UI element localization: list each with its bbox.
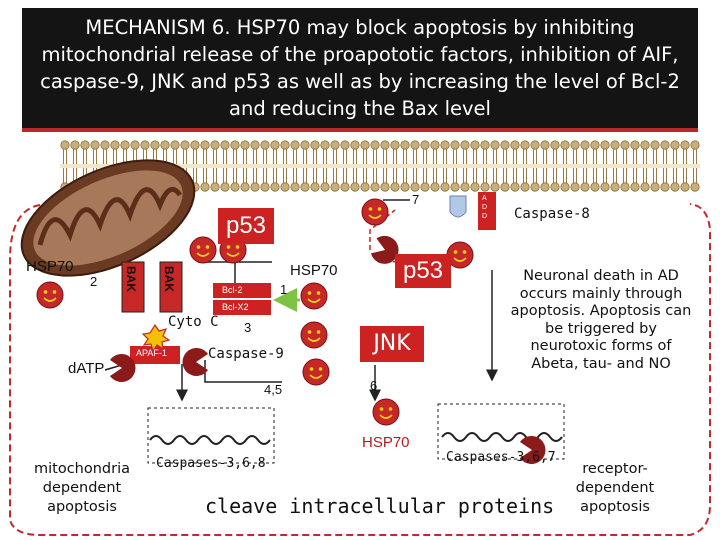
p53-box-right: p53	[395, 254, 451, 288]
caspase8-label: Caspase-8	[514, 206, 590, 222]
adapter-label: A D D	[482, 195, 488, 220]
caspases-left-label: Caspases-3,6,8	[156, 456, 266, 471]
hsp70-label-left: HSP70	[26, 258, 74, 275]
hsp70-label-mid: HSP70	[290, 262, 338, 279]
mitochondria-apoptosis-label: mitochondria dependent apoptosis	[33, 461, 130, 515]
bak-channel-1: BAK	[124, 266, 138, 292]
bak-channel-2: BAK	[162, 266, 176, 292]
slide-title: MECHANISM 6. HSP70 may block apoptosis by inhibiting mitochondrial release of the proapototic factors, inhibition of AIF, caspase-9, JNK and p53 as well as by increasing the level of Bcl-2 and reducing the Bax level	[40, 16, 680, 120]
step-7-label: 7	[412, 192, 420, 207]
datp-label: dATP	[68, 360, 105, 377]
cleave-proteins-label: cleave intracellular proteins	[205, 494, 555, 518]
step-3-label: 3	[244, 320, 252, 335]
step-45-label: 4,5	[264, 382, 283, 397]
caspases-right-label: Caspases-3,6,7	[446, 450, 556, 465]
step-6-label: 6	[370, 378, 378, 393]
apaf1-label: APAF-1	[136, 348, 167, 358]
cyto-c-label: Cyto C	[168, 314, 219, 330]
bcl2-label: Bcl-2	[222, 285, 243, 295]
jnk-box: JNK	[360, 326, 424, 362]
receptor-apoptosis-label: receptor- dependent apoptosis	[575, 461, 655, 515]
bclx2-label: Bcl-X2	[222, 302, 249, 312]
step-1-label: 1	[280, 282, 288, 297]
hsp70-label-bottom: HSP70	[362, 434, 410, 451]
p53-box-left: p53	[218, 208, 274, 244]
caspase9-label: Caspase-9	[208, 346, 284, 362]
step-2-label: 2	[90, 274, 98, 289]
neuronal-death-note: Neuronal death in AD occurs mainly through apoptosis. Apoptosis can be triggered by neurotoxic forms of Abeta, tau- and NO	[510, 268, 692, 372]
